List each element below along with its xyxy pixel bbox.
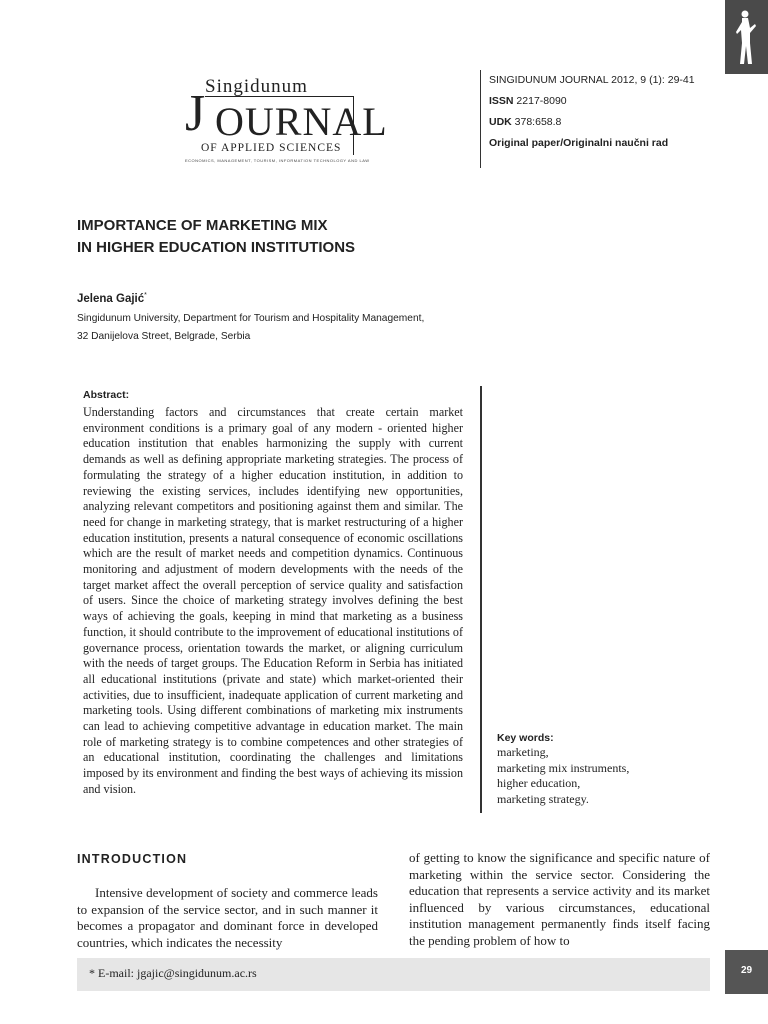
keywords bbox=[497, 731, 629, 807]
affiliation bbox=[77, 310, 424, 346]
paper-type-sr: Originalni naučni rad bbox=[563, 137, 669, 149]
journal-info bbox=[480, 70, 695, 168]
paper-type-en: Original paper bbox=[489, 137, 561, 149]
intro-column-left bbox=[77, 885, 378, 951]
keyword-item: marketing mix instruments, bbox=[497, 760, 630, 775]
corner-tab bbox=[725, 0, 768, 74]
logo-rest: OURNAL bbox=[215, 99, 388, 144]
intro-column-right bbox=[409, 850, 710, 949]
udk-value: 378:658.8 bbox=[511, 116, 562, 128]
title-line-1: IMPORTANCE OF MARKETING MIX bbox=[77, 217, 328, 234]
journal-issn bbox=[489, 91, 695, 112]
logo-top-text: Singidunum bbox=[205, 76, 308, 97]
page-number: 29 bbox=[740, 965, 753, 976]
issn-value: 2217-8090 bbox=[513, 95, 567, 107]
logo-subtitle: OF APPLIED SCIENCES bbox=[201, 142, 342, 154]
paper-type-sep: / bbox=[560, 137, 564, 149]
journal-logo bbox=[183, 76, 388, 166]
abstract-text: Understanding factors and circumstances that create certain market environment conditions is a primary goal of any modern - oriented higher education institution that enables harmonizing the supply with current demands as well as defining appropriate marketing strategies. The process of formulating the strategy of a higher education institution, in addition to reviewing the existing services, includes identifying new opportunities, analyzing relevant competitors and positioning against them and similar. The need for change in marketing strategy, that is market restructuring of a higher education institution, presents a natural consequence of economic oscillations which are the result of market needs and competition dynamics. Continuous monitoring and adjustment of modern developments with the needs of the target market affect the overall perception of service quality and satisfaction of users. Since the choice of marketing strategy involves defining the best ways of achieving the goals, keeping in mind that marketing as a business function, it should contribute to the improvement of educational institutions of governance process, orientation towards the market, or aligning curriculum with the needs of target groups. The Education Reform in Serbia has initiated all educational institutions (private and state) which market-oriented their activities, due to insufficient, inadequate application of current marketing and marketing tools. Using different combinations of marketing mix instruments can lead to achieving competitive advantage in education market. The main role of marketing strategy is to combine competences and other strategies of an educational institution, coordinating the challenges and limitations imposed by its environment and finding the best ways of achieving its mission and vision. bbox=[83, 405, 463, 796]
abstract-heading: Abstract: bbox=[83, 389, 130, 401]
intro-paragraph: Intensive development of society and commerce leads to expansion of the service sector, and in such manner it becomes a propagator and dominant force in developed countries, which indicates the necessity bbox=[77, 885, 378, 950]
paper-title bbox=[77, 215, 355, 259]
keyword-item: marketing, bbox=[497, 745, 549, 759]
author-name: Jelena Gajić bbox=[77, 292, 145, 305]
keyword-item: higher education, bbox=[497, 776, 581, 791]
title-line-2: IN HIGHER EDUCATION INSTITUTIONS bbox=[77, 239, 356, 256]
intro-paragraph-continued: of getting to know the significance and specific nature of marketing within the service sector. Considering the education that represents a service activity and its market influenced by various circumstances, educational institution management permanently finds itself facing the pending problem of how to bbox=[409, 850, 710, 948]
issn-label: ISSN bbox=[489, 95, 514, 107]
footnote bbox=[77, 958, 710, 991]
journal-citation: SINGIDUNUM JOURNAL 2012, 9 (1): 29-41 bbox=[489, 74, 695, 86]
affiliation-line-2: 32 Danijelova Street, Belgrade, Serbia bbox=[77, 331, 251, 342]
journal-udk bbox=[489, 112, 695, 133]
logo-j: J bbox=[185, 85, 206, 142]
logo-tagline: ECONOMICS, MANAGEMENT, TOURISM, INFORMATION TECHNOLOGY AND LAW bbox=[185, 158, 370, 163]
affiliation-line-1: Singidunum University, Department for Tourism and Hospitality Management, bbox=[77, 313, 425, 324]
footnote-email: * E-mail: jgajic@singidunum.ac.rs bbox=[89, 966, 257, 980]
introduction-heading: INTRODUCTION bbox=[77, 852, 188, 866]
author bbox=[77, 292, 147, 305]
paper-type bbox=[489, 133, 695, 154]
page-number-box bbox=[725, 950, 768, 994]
statue-icon bbox=[733, 8, 759, 66]
abstract-divider bbox=[480, 386, 482, 813]
keywords-heading: Key words: bbox=[497, 732, 554, 744]
author-footnote-mark: * bbox=[144, 292, 147, 299]
udk-label: UDK bbox=[489, 116, 512, 128]
keyword-item: marketing strategy. bbox=[497, 791, 589, 806]
